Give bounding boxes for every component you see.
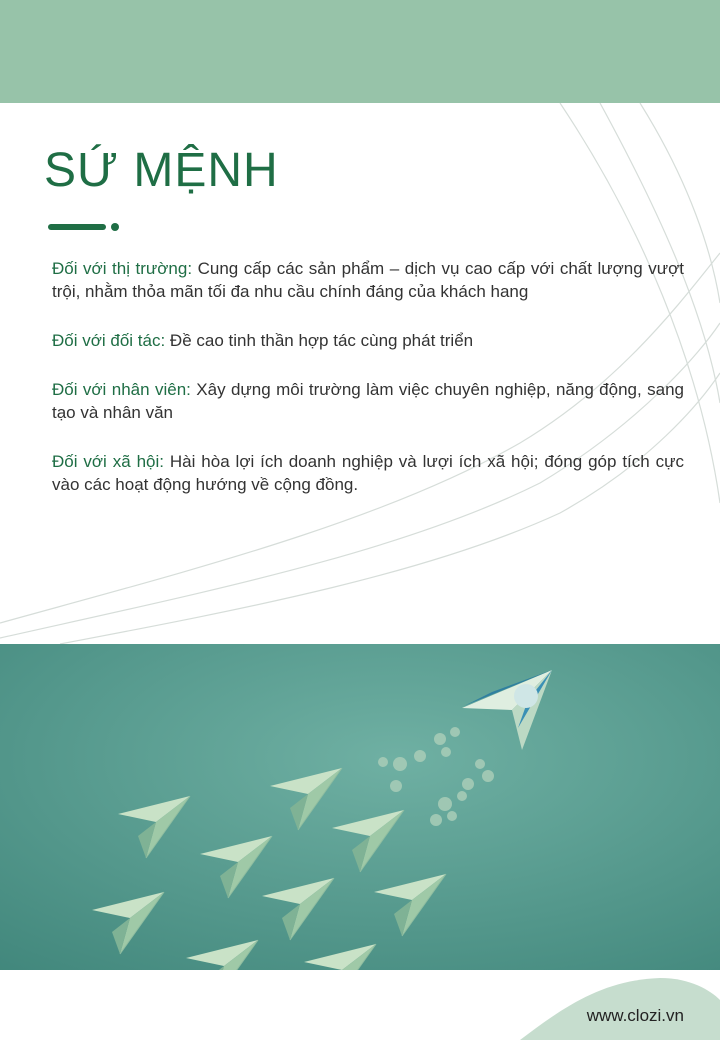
footer-wave-shape	[0, 970, 720, 1040]
mission-item-society	[52, 450, 684, 496]
mission-item-label: Đối với nhân viên:	[52, 380, 191, 399]
paper-plane-icon	[0, 644, 720, 970]
mission-item-text: Cung cấp các sản phẩm – dịch vụ cao cấp với chất lượng vượt trội, nhằm thỏa mãn tối đa nhu cầu chính đáng của khách hang	[52, 259, 685, 301]
mission-item-partners	[52, 329, 684, 352]
footer	[0, 970, 720, 1040]
title-underline	[48, 222, 122, 232]
top-header-band	[0, 0, 720, 103]
mission-section	[0, 103, 720, 644]
paper-planes-illustration	[0, 644, 720, 970]
mission-item-text: Xây dựng môi trường làm việc chuyên nghiệp, năng động, sang tạo và nhân văn	[52, 380, 684, 422]
mission-item-label: Đối với thị trường:	[52, 259, 193, 278]
mission-item-market	[52, 257, 684, 303]
page-title: SỨ MỆNH	[44, 144, 279, 197]
mission-list	[52, 257, 684, 522]
website-link[interactable]: www.clozi.vn	[586, 1006, 684, 1025]
mission-item-text: Hài hòa lợi ích doanh nghiệp và lượi ích xã hội; đóng góp tích cực vào các hoạt động hướng về cộng đồng.	[52, 452, 684, 494]
mission-item-label: Đối với xã hội:	[52, 452, 164, 471]
mission-item-text: Đề cao tinh thần hợp tác cùng phát triển	[165, 331, 474, 350]
mission-item-label: Đối với đối tác:	[52, 331, 166, 350]
mission-item-employees	[52, 378, 684, 424]
